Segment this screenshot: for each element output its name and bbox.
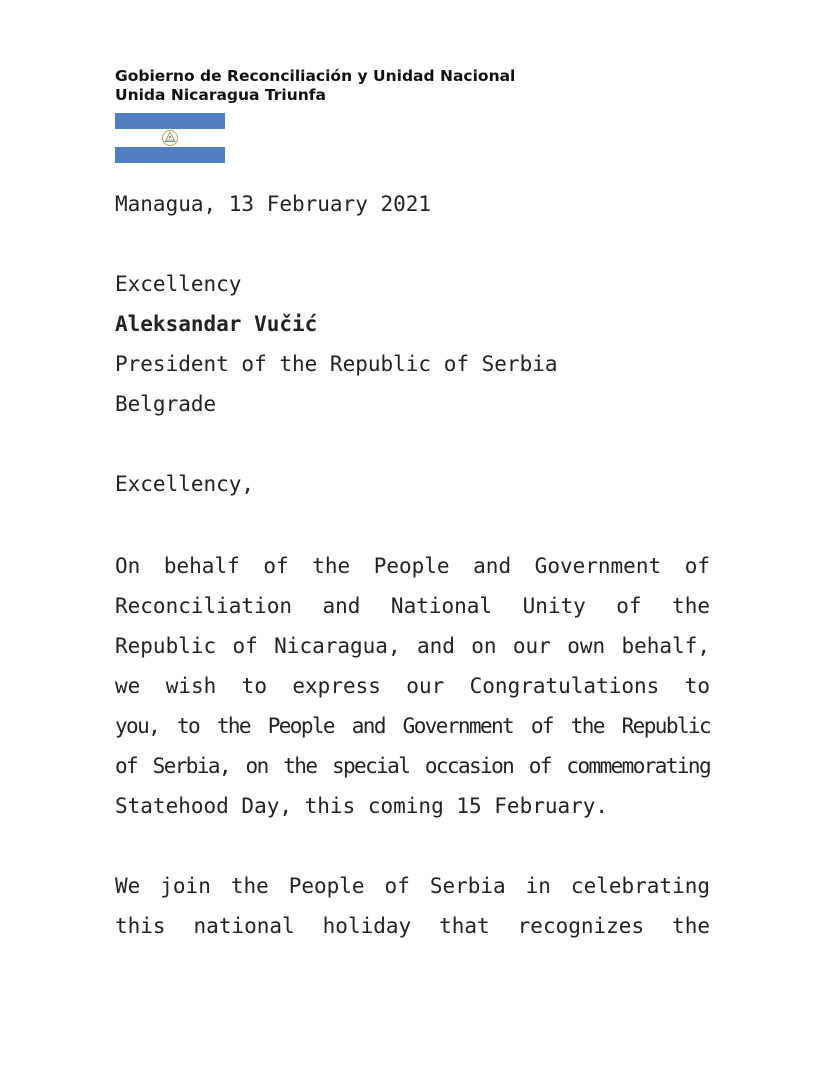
- recipient-city: Belgrade: [115, 392, 217, 416]
- paragraph-congratulations: [115, 546, 710, 826]
- paragraph-line: Reconciliation and National Unity of the: [115, 594, 710, 618]
- flag-top-band: [115, 113, 225, 129]
- greeting: Excellency,: [115, 472, 255, 496]
- flag-bottom-band: [115, 147, 225, 163]
- recipient-name: Aleksandar Vučić: [115, 312, 318, 336]
- salutation-title: Excellency: [115, 272, 242, 296]
- paragraph-line: Republic of Nicaragua, and on our own behalf,: [115, 634, 710, 658]
- nicaragua-flag-icon: [115, 113, 225, 163]
- letterhead-government-name: Gobierno de Reconciliación y Unidad Nacional: [115, 67, 516, 85]
- letterhead: [115, 67, 515, 105]
- coat-of-arms-icon: [160, 129, 180, 147]
- place-and-date: Managua, 13 February 2021: [115, 192, 432, 216]
- paragraph-line: you, to the People and Government of the Republic: [115, 714, 710, 738]
- paragraph-line: On behalf of the People and Government of: [115, 554, 710, 578]
- letterhead-slogan: Unida Nicaragua Triunfa: [115, 86, 327, 104]
- paragraph-line: this national holiday that recognizes the: [115, 914, 710, 938]
- paragraph-line: Statehood Day, this coming 15 February.: [115, 794, 609, 818]
- paragraph-line: of Serbia, on the special occasion of commemorating: [115, 754, 710, 778]
- paragraph-line: we wish to express our Congratulations to: [115, 674, 710, 698]
- recipient-role: President of the Republic of Serbia: [115, 352, 558, 376]
- paragraph-celebration: [115, 866, 710, 946]
- paragraph-line: We join the People of Serbia in celebrating: [115, 874, 710, 898]
